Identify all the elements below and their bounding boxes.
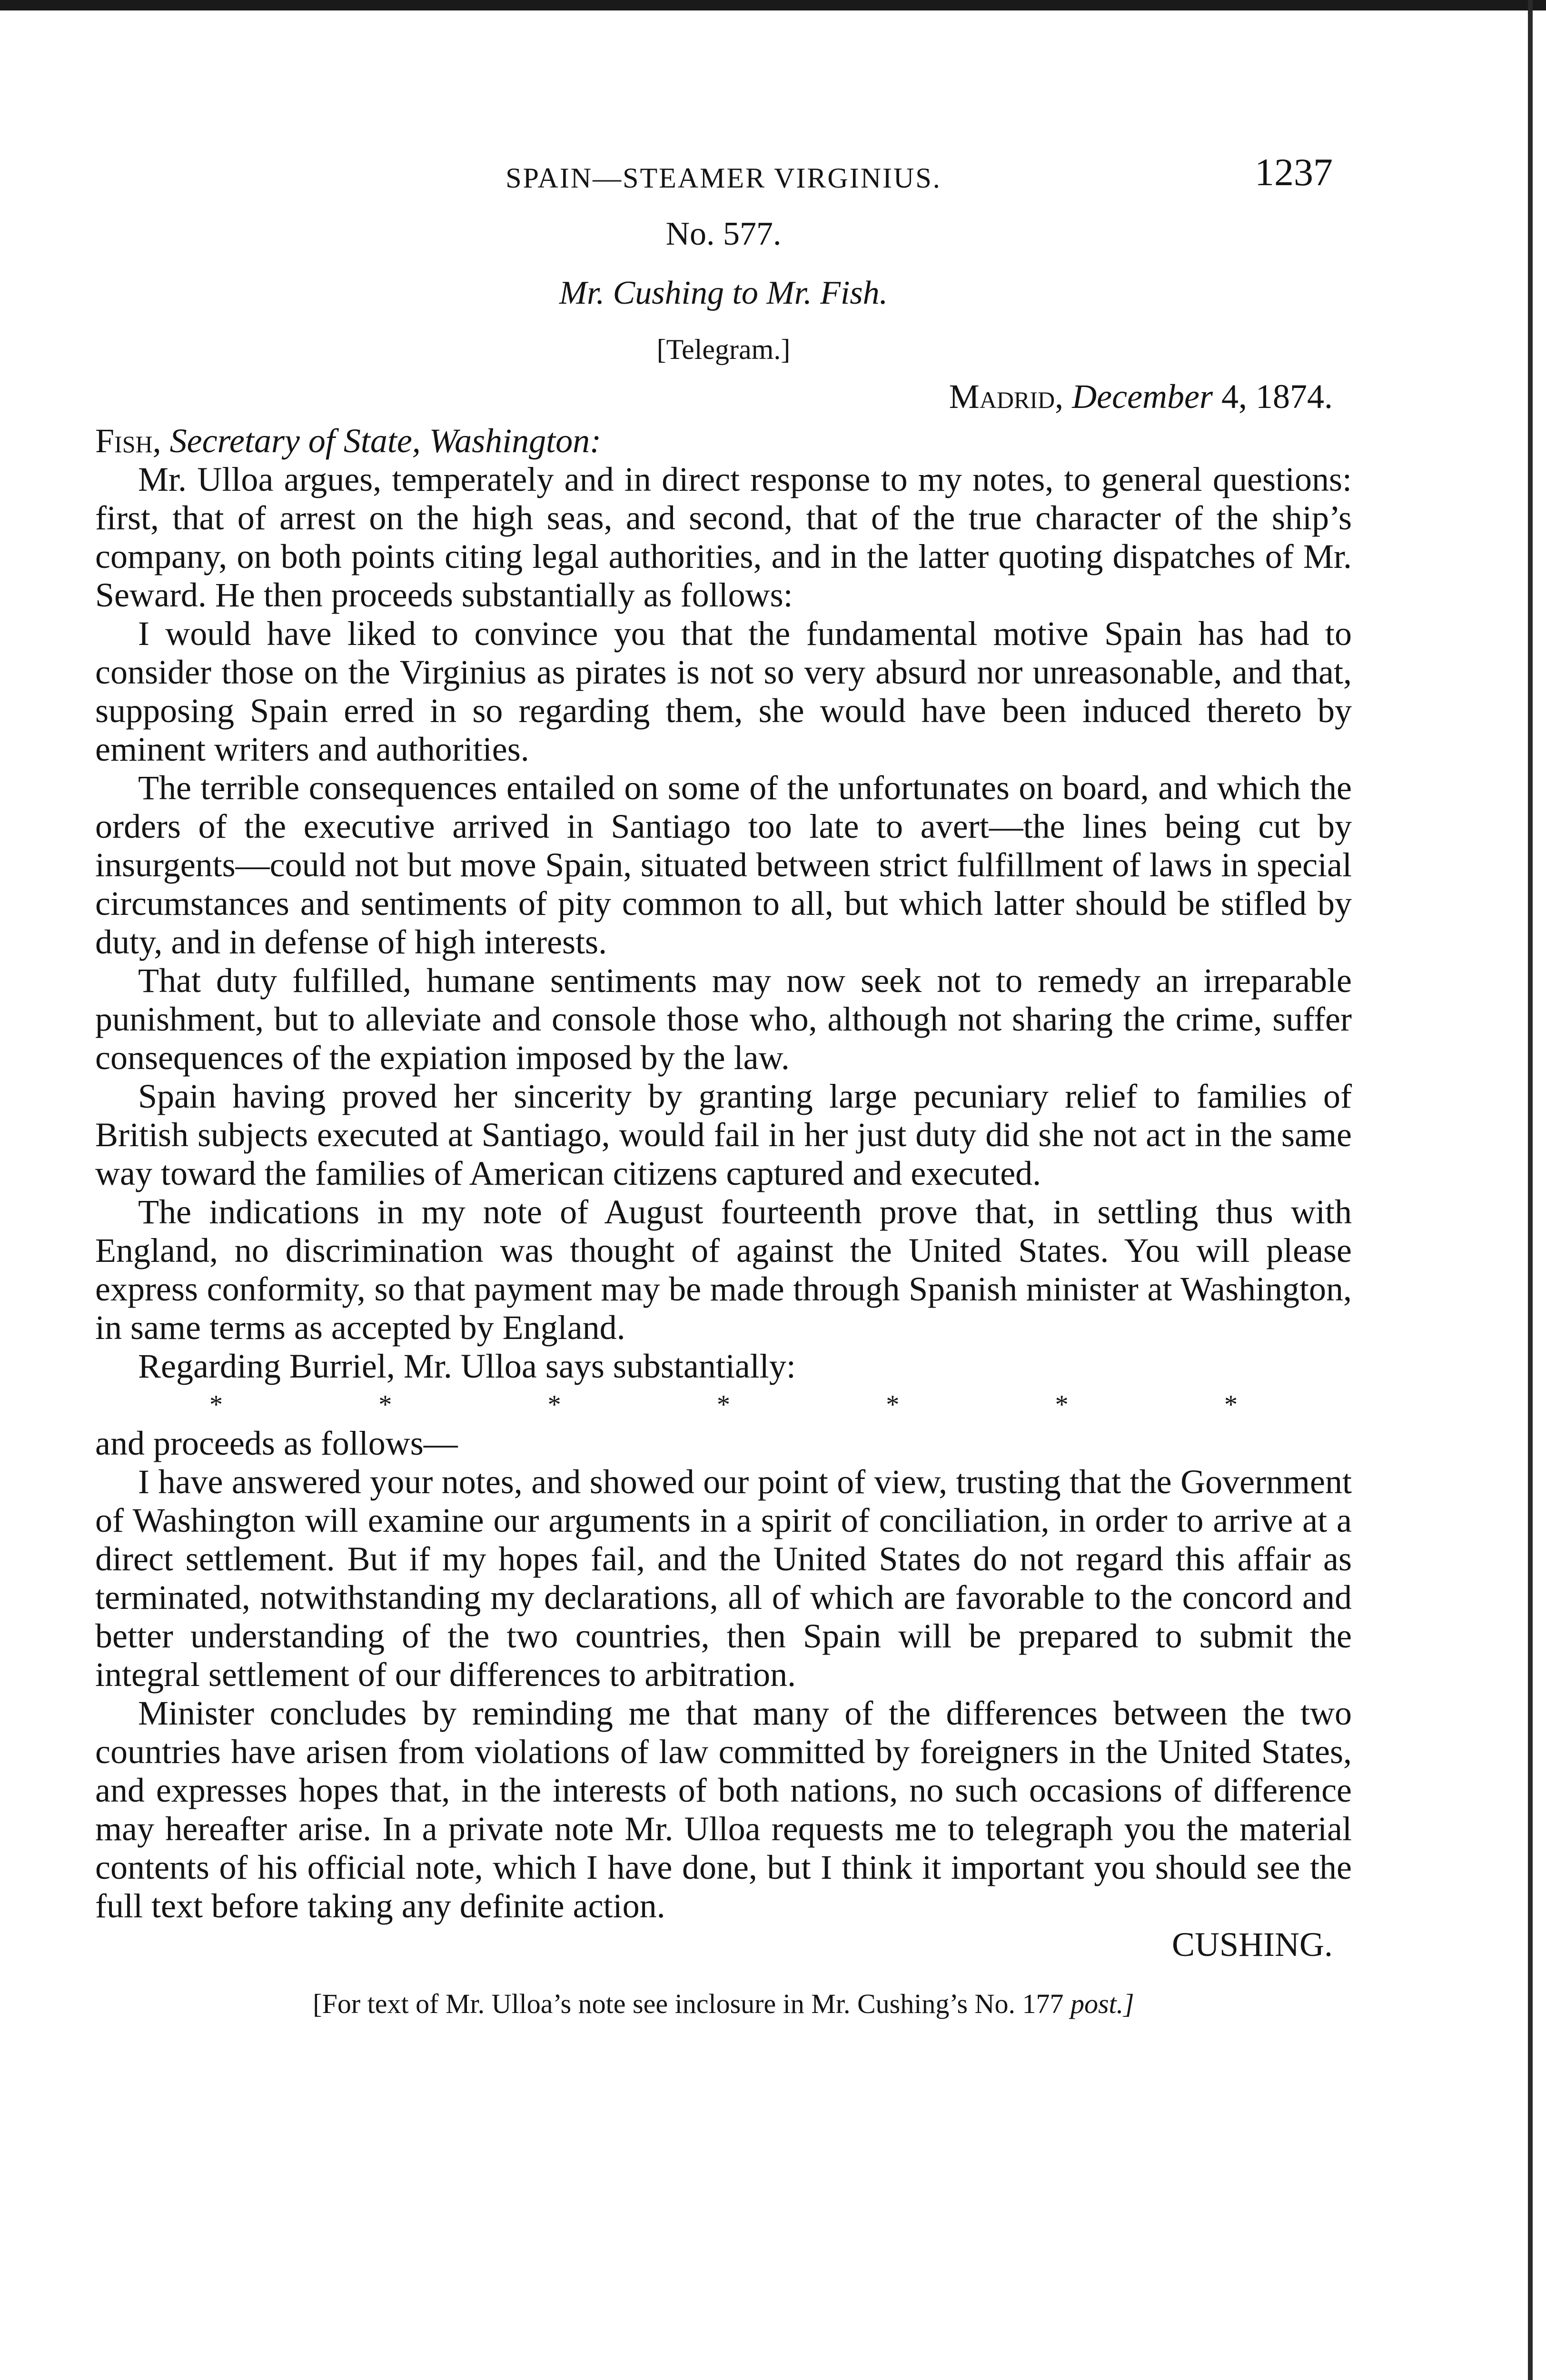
document-number: No. 577. [665, 216, 782, 252]
footnote-text: [For text of Mr. Ulloa’s note see inclosure in Mr. Cushing’s No. 177 [313, 1988, 1064, 2020]
running-title: SPAIN—STEAMER VIRGINIUS. [505, 162, 941, 194]
star-mark: * [547, 1390, 561, 1420]
paragraph: Regarding Burriel, Mr. Ulloa says substantially: [138, 1347, 796, 1386]
salutation [95, 422, 1352, 460]
recipient-name: Fish, [95, 422, 161, 460]
star-mark: * [886, 1390, 900, 1420]
continuation-line: and proceeds as follows— [95, 1424, 458, 1463]
paragraph: I have answered your notes, and showed our point of view, trusting that the Government of Washington will examine our arguments in a spirit of conciliation, in order to arrive at a direct settlement. But if my hopes fail, and the United States do not regard this affair as terminated, notwithstanding my declarations, all of which are favorable to the concord and better understanding of the two countries, then Spain will be prepared to submit the integral settlement of our differences to arbitration. [95, 1463, 1352, 1694]
paragraph: I would have liked to convince you that the fundamental motive Spain has had to consider those on the Virginius as pirates is not so very absurd nor unreasonable, and that, supposing Spain erred in so regarding them, she would have been induced thereto by eminent writers and authorities. [95, 615, 1352, 769]
footnote [95, 1988, 1352, 2020]
paragraph: The indications in my note of August fourteenth prove that, in settling thus with England, no discrimination was thought of against the United States. You will please express conformity, so that payment may be made through Spanish minister at Washington, in same terms as accepted by England. [95, 1193, 1352, 1347]
star-mark: * [716, 1390, 730, 1420]
star-mark: * [209, 1390, 223, 1420]
paragraph: Spain having proved her sincerity by granting large pecuniary relief to families of British subjects executed at Santiago, would fail in her just duty did she not act in the same way toward the families of American citizens captured and executed. [95, 1077, 1352, 1193]
document-title: Mr. Cushing to Mr. Fish. [559, 275, 888, 311]
star-mark: * [1224, 1390, 1238, 1420]
body-text [95, 460, 1352, 1925]
paragraph: Mr. Ulloa argues, temperately and in direct response to my notes, to general questions: first, that of arrest on the high seas, and second, that of the true character of the ship’s company, on both points citing legal authorities, and in the latter quoting dispatches of Mr. Seward. He then proceeds substantially as follows: [95, 460, 1352, 615]
signature: CUSHING. [1171, 1925, 1333, 1964]
star-mark: * [1055, 1390, 1069, 1420]
paragraph: The terrible consequences entailed on some of the unfortunates on board, and which the orders of the executive arrived in Santiago too late to avert—the lines being cut by insurgents—could not but move Spain, situated between strict fulfillment of laws in special circumstances and sentiments of pity common to all, but which latter should be stifled by duty, and in defense of high interests. [95, 769, 1352, 962]
star-mark: * [378, 1390, 392, 1420]
document-page [95, 143, 1352, 2020]
right-margin-rule [1528, 0, 1533, 2380]
document-type-note: [Telegram.] [656, 334, 791, 365]
ellipsis-stars [95, 1386, 1352, 1424]
running-head [95, 143, 1352, 200]
top-border-rule [0, 0, 1546, 10]
footnote-post: post.] [1070, 1988, 1134, 2020]
dateline-month: December [1072, 377, 1213, 416]
dateline [95, 376, 1352, 417]
dateline-place: Madrid, [949, 377, 1064, 416]
page-number: 1237 [1255, 150, 1333, 194]
dateline-date: 4, 1874. [1221, 377, 1333, 416]
paragraph: That duty fulfilled, humane sentiments may now seek not to remedy an irreparable punishment, but to alleviate and console those who, although not sharing the crime, suffer consequences of the expiation imposed by the law. [95, 962, 1352, 1077]
paragraph: Minister concludes by reminding me that many of the differences between the two countries have arisen from violations of law committed by foreigners in the United States, and expresses hopes that, in the interests of both nations, no such occasions of difference may hereafter arise. In a private note Mr. Ulloa requests me to telegraph you the material contents of his official note, which I have done, but I think it important you should see the full text before taking any definite action. [95, 1694, 1352, 1925]
recipient-title: Secretary of State, Washington: [169, 422, 602, 460]
